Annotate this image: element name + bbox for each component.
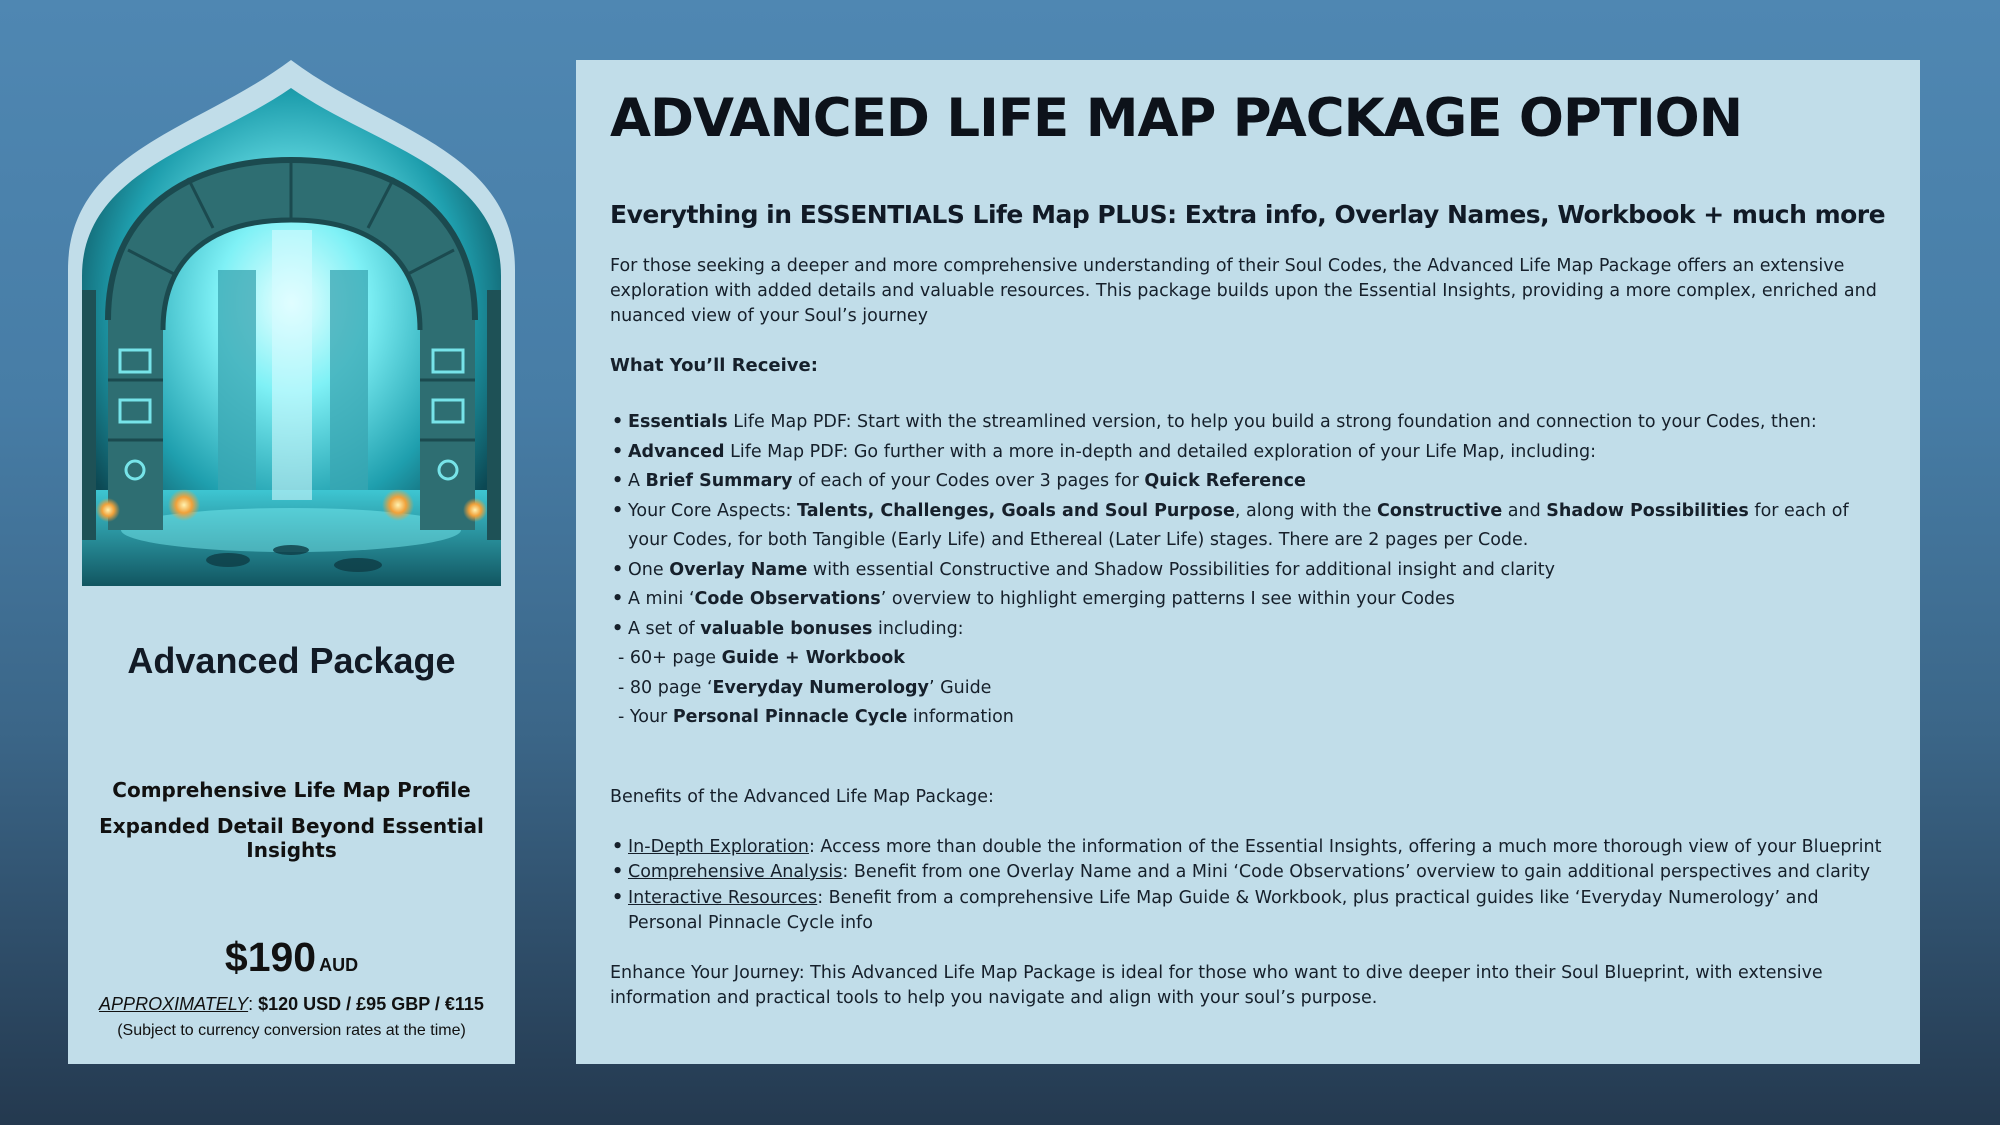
list-item bbox=[610, 615, 1886, 645]
subheading: Everything in ESSENTIALS Life Map PLUS: Extra info, Overlay Names, Workbook + much more bbox=[610, 200, 1886, 229]
item-text: A mini ‘ bbox=[628, 589, 695, 609]
list-item bbox=[610, 835, 1886, 861]
list-item bbox=[610, 585, 1886, 615]
item-bold: Personal Pinnacle Cycle bbox=[672, 707, 908, 727]
item-bold: Overlay Name bbox=[669, 559, 808, 580]
item-text: for each of your Codes, for both Tangible (Early Life) and Ethereal (Later Life) stages. There are 2 pages per Code. bbox=[628, 500, 1849, 550]
list-sub-item bbox=[610, 703, 1886, 733]
item-text: Your Core Aspects: bbox=[628, 500, 798, 521]
list-item bbox=[610, 886, 1886, 937]
page-title: ADVANCED LIFE MAP PACKAGE OPTION bbox=[610, 88, 1743, 149]
benefit-label: Comprehensive Analysis bbox=[628, 862, 843, 882]
item-text: ’ Guide bbox=[928, 677, 992, 698]
item-text: A set of bbox=[628, 618, 701, 639]
list-sub-item bbox=[610, 674, 1886, 704]
price bbox=[68, 934, 515, 981]
approx-label: APPROXIMATELY bbox=[99, 994, 249, 1014]
item-bold: Constructive bbox=[1377, 500, 1503, 521]
item-text: information bbox=[907, 707, 1014, 727]
benefits-list bbox=[610, 835, 1886, 937]
list-item bbox=[610, 467, 1886, 497]
price-currency: AUD bbox=[319, 955, 359, 975]
list-item bbox=[610, 497, 1886, 556]
list-item bbox=[610, 438, 1886, 468]
benefit-text: : Benefit from a comprehensive Life Map Guide & Workbook, plus practical guides like ‘Everyday Numerology’ and Personal Pinnacle Cycle info bbox=[628, 887, 1819, 933]
item-text: including: bbox=[872, 618, 964, 639]
item-bold: Code Observations bbox=[694, 589, 881, 609]
benefit-text: : Benefit from one Overlay Name and a Mini ‘Code Observations’ overview to gain additional perspectives and clarity bbox=[842, 862, 1871, 882]
list-item bbox=[610, 408, 1886, 438]
approx-values: $120 USD / £95 GBP / €115 bbox=[258, 994, 484, 1014]
list-item bbox=[610, 860, 1886, 886]
item-bold: Everyday Numerology bbox=[712, 677, 929, 698]
item-text: Life Map PDF: Start with the streamlined version, to help you build a strong foundation and connection to your Codes, then: bbox=[727, 412, 1817, 432]
item-bold: valuable bonuses bbox=[700, 618, 873, 639]
item-text: One bbox=[628, 559, 670, 580]
item-bold: Essentials bbox=[628, 412, 728, 432]
package-card bbox=[68, 60, 515, 1064]
item-text: Life Map PDF: Go further with a more in-depth and detailed exploration of your Life Map, including: bbox=[724, 441, 1596, 462]
item-bold: Brief Summary bbox=[645, 471, 793, 491]
approximate-prices: APPROXIMATELY: $120 USD / £95 GBP / €115 bbox=[99, 994, 484, 1014]
list-item bbox=[610, 556, 1886, 586]
benefits-heading: Benefits of the Advanced Life Map Package: bbox=[610, 786, 994, 807]
item-bold: Quick Reference bbox=[1144, 471, 1306, 491]
package-feature-detail: Expanded Detail Beyond Essential Insights bbox=[99, 814, 484, 862]
item-bold: Talents, Challenges, Goals and Soul Purpose bbox=[797, 500, 1235, 521]
benefit-text: : Access more than double the information of the Essential Insights, offering a much more thorough view of your Blueprint bbox=[808, 836, 1882, 857]
item-text: of each of your Codes over 3 pages for bbox=[792, 471, 1145, 491]
item-text: , along with the bbox=[1234, 500, 1378, 521]
currency-note: (Subject to currency conversion rates at the time) bbox=[117, 1022, 466, 1039]
benefit-label: Interactive Resources bbox=[628, 887, 818, 908]
price-amount: $190 bbox=[224, 934, 317, 980]
item-text: with essential Constructive and Shadow Possibilities for additional insight and clarity bbox=[807, 559, 1555, 580]
item-bold: Guide + Workbook bbox=[721, 648, 905, 668]
item-text: - 80 page ‘ bbox=[618, 677, 713, 698]
receive-list bbox=[610, 408, 1886, 733]
package-feature-profile: Comprehensive Life Map Profile bbox=[112, 778, 471, 802]
item-text: - 60+ page bbox=[618, 648, 722, 668]
benefit-label: In-Depth Exploration bbox=[628, 836, 809, 857]
item-text: and bbox=[1502, 500, 1547, 521]
item-text: - Your bbox=[618, 707, 673, 727]
package-details-panel bbox=[576, 60, 1920, 1064]
package-title: Advanced Package bbox=[127, 640, 456, 681]
item-text: A bbox=[628, 471, 646, 491]
receive-heading: What You’ll Receive: bbox=[610, 355, 818, 376]
item-bold: Shadow Possibilities bbox=[1546, 500, 1749, 521]
item-bold: Advanced bbox=[628, 441, 725, 462]
stone-archway-portal-image bbox=[68, 60, 515, 600]
intro-paragraph: For those seeking a deeper and more comprehensive understanding of their Soul Codes, the Advanced Life Map Package offers an extensive exploration with added details and valuable resources. This package builds upon the Essential Insights, providing a more complex, enriched and nuanced view of your Soul’s journey bbox=[610, 256, 1877, 326]
list-sub-item bbox=[610, 644, 1886, 674]
item-text: ’ overview to highlight emerging patterns I see within your Codes bbox=[880, 589, 1455, 609]
closing-paragraph: Enhance Your Journey: This Advanced Life Map Package is ideal for those who want to dive deeper into their Soul Blueprint, with extensive information and practical tools to help you navigate and align with your soul’s purpose. bbox=[610, 962, 1823, 1008]
